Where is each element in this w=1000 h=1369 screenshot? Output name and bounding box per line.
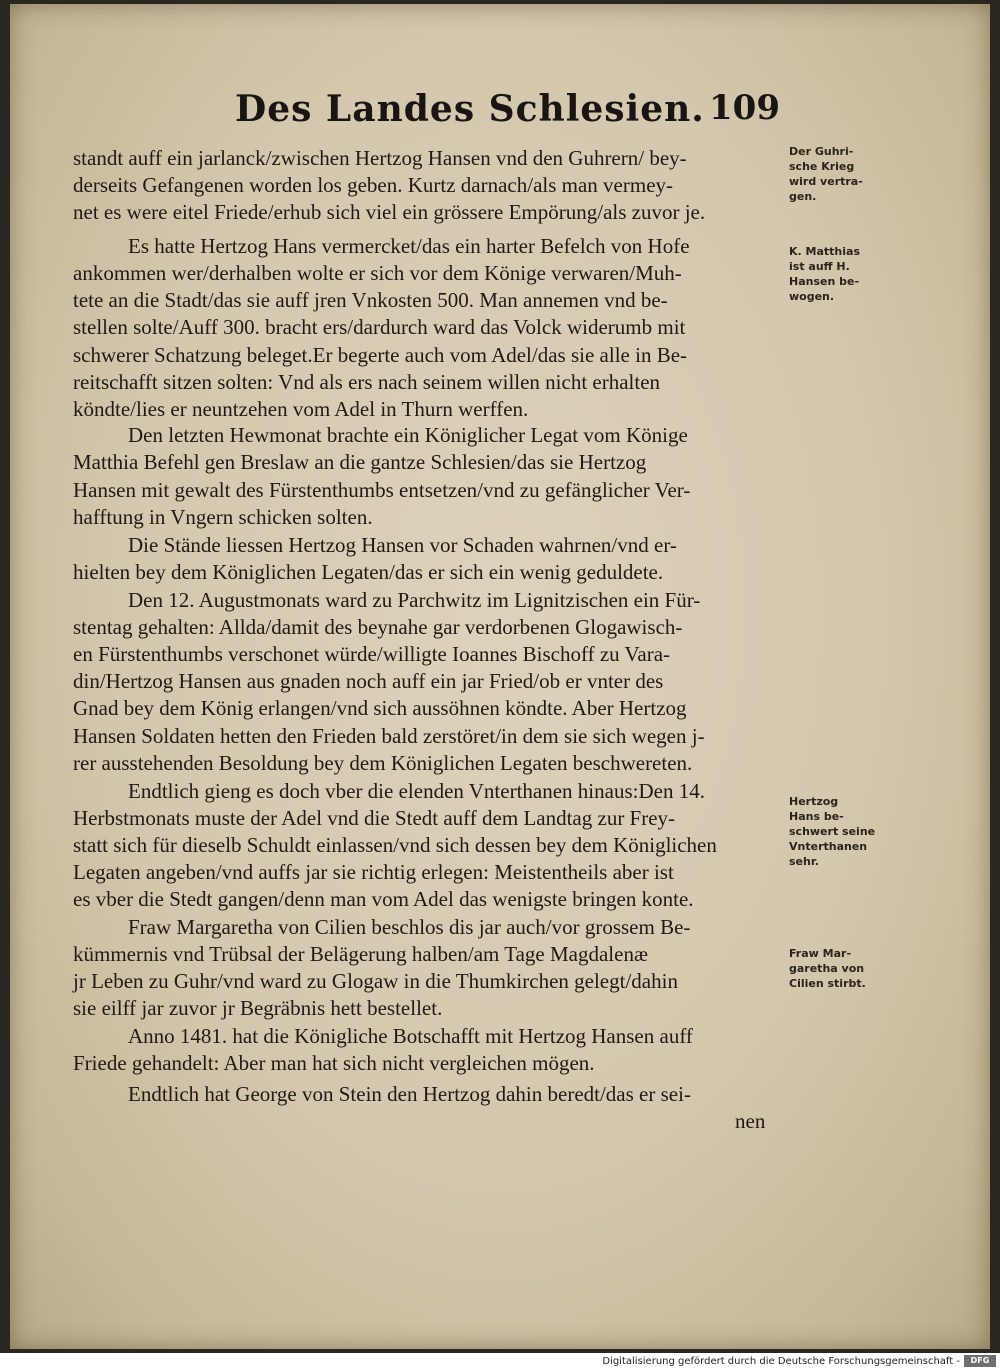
marginal-note: Fraw Mar- garetha von Cilien stirbt. — [789, 947, 866, 990]
text-line: Hansen mit gewalt des Fürstenthumbs entsetzen/vnd zu gefänglicher Ver- — [73, 478, 691, 502]
marginal-note: Hertzog Hans be- schwert seine Vnterthanen sehr. — [789, 795, 876, 868]
text-line: Herbstmonats muste der Adel vnd die Stedt auff dem Landtag zur Frey- — [73, 806, 676, 830]
book-page — [10, 4, 990, 1349]
text-line: stellen solte/Auff 300. bracht ers/dardurch ward das Volck widerumb mit — [73, 315, 686, 339]
text-line: tete an die Stadt/das sie auff jren Vnkosten 500. Man annemen vnd be- — [73, 288, 668, 312]
text-line: Gnad bey dem König erlangen/vnd sich aussöhnen köndte. Aber Hertzog — [73, 696, 687, 720]
text-line: Endtlich gieng es doch vber die elenden Vnterthanen hinaus:Den 14. — [128, 779, 705, 803]
text-line: schwerer Schatzung beleget.Er begerte auch vom Adel/das sie alle in Be- — [73, 343, 688, 367]
text-line: Legaten angeben/vnd auffs jar sie richtig erlegen: Meistentheils aber ist — [73, 860, 674, 884]
text-line: statt sich für dieselb Schuldt einlassen/vnd sich dessen bey dem Königlichen — [73, 833, 717, 857]
text-line: es vber die Stedt gangen/denn man vom Adel das wenigste bringen konte. — [73, 887, 694, 911]
text-line: stentag gehalten: Allda/damit des beynahe gar verdorbenen Glogawisch- — [73, 615, 683, 639]
running-title: Des Landes Schlesien. — [235, 88, 705, 130]
text-line: Endtlich hat George von Stein den Hertzog dahin beredt/das er sei- — [128, 1082, 691, 1106]
text-line: standt auff ein jarlanck/zwischen Hertzog Hansen vnd den Guhrern/ bey- — [73, 146, 687, 170]
text-line: Hansen Soldaten hetten den Frieden bald zerstöret/in dem sie sich wegen j- — [73, 724, 705, 748]
text-line: Es hatte Hertzog Hans vermercket/das ein harter Befelch von Hofe — [128, 234, 690, 258]
text-line: derseits Gefangenen worden los geben. Kurtz darnach/als man vermey- — [73, 173, 674, 197]
page-number: 109 — [709, 88, 780, 128]
text-line: ankommen wer/derhalben wolte er sich vor dem Könige verwaren/Muh- — [73, 261, 682, 285]
text-line: Fraw Margaretha von Cilien beschlos dis jar auch/vor grossem Be- — [128, 915, 691, 939]
text-line: Anno 1481. hat die Königliche Botschafft mit Hertzog Hansen auff — [128, 1024, 693, 1048]
text-line: hielten bey dem Königlichen Legaten/das er sich ein wenig geduldete. — [73, 560, 664, 584]
text-line: hafftung in Vngern schicken solten. — [73, 505, 373, 529]
text-line: sie eilff jar zuvor jr Begräbnis hett bestellet. — [73, 996, 443, 1020]
marginal-note: Der Guhri- sche Krieg wird vertra- gen. — [789, 145, 863, 203]
funding-notice: Digitalisierung gefördert durch die Deutsche Forschungsgemeinschaft - — [602, 1356, 960, 1367]
text-line: Den letzten Hewmonat brachte ein Königlicher Legat vom Könige — [128, 423, 688, 447]
text-line: köndte/lies er neuntzehen vom Adel in Thurn werffen. — [73, 397, 529, 421]
text-line: din/Hertzog Hansen aus gnaden noch auff ein jar Fried/ob er vnter des — [73, 669, 664, 693]
text-line: Friede gehandelt: Aber man hat sich nicht vergleichen mögen. — [73, 1051, 595, 1075]
dfg-logo: DFG — [964, 1355, 996, 1367]
text-line: jr Leben zu Guhr/vnd ward zu Glogaw in die Thumkirchen gelegt/dahin — [73, 969, 678, 993]
text-line: reitschafft sitzen solten: Vnd als ers nach seinem willen nicht erhalten — [73, 370, 661, 394]
text-line: rer ausstehenden Besoldung bey dem Königlichen Legaten beschwereten. — [73, 751, 693, 775]
text-line: en Fürstenthumbs verschonet würde/willigte Ioannes Bischoff zu Vara- — [73, 642, 671, 666]
text-line: Matthia Befehl gen Breslaw an die gantze Schlesien/das sie Hertzog — [73, 450, 647, 474]
text-line: net es were eitel Friede/erhub sich viel ein grössere Empörung/als zuvor je. — [73, 200, 706, 224]
text-line: Den 12. Augustmonats ward zu Parchwitz im Lignitzischen ein Für- — [128, 588, 701, 612]
text-line: kümmernis vnd Trübsal der Belägerung halben/am Tage Magdalenæ — [73, 942, 648, 966]
text-line: Die Stände liessen Hertzog Hansen vor Schaden wahrnen/vnd er- — [128, 533, 677, 557]
catchword: nen — [735, 1109, 766, 1133]
marginal-note: K. Matthias ist auff H. Hansen be- wogen. — [789, 245, 860, 303]
